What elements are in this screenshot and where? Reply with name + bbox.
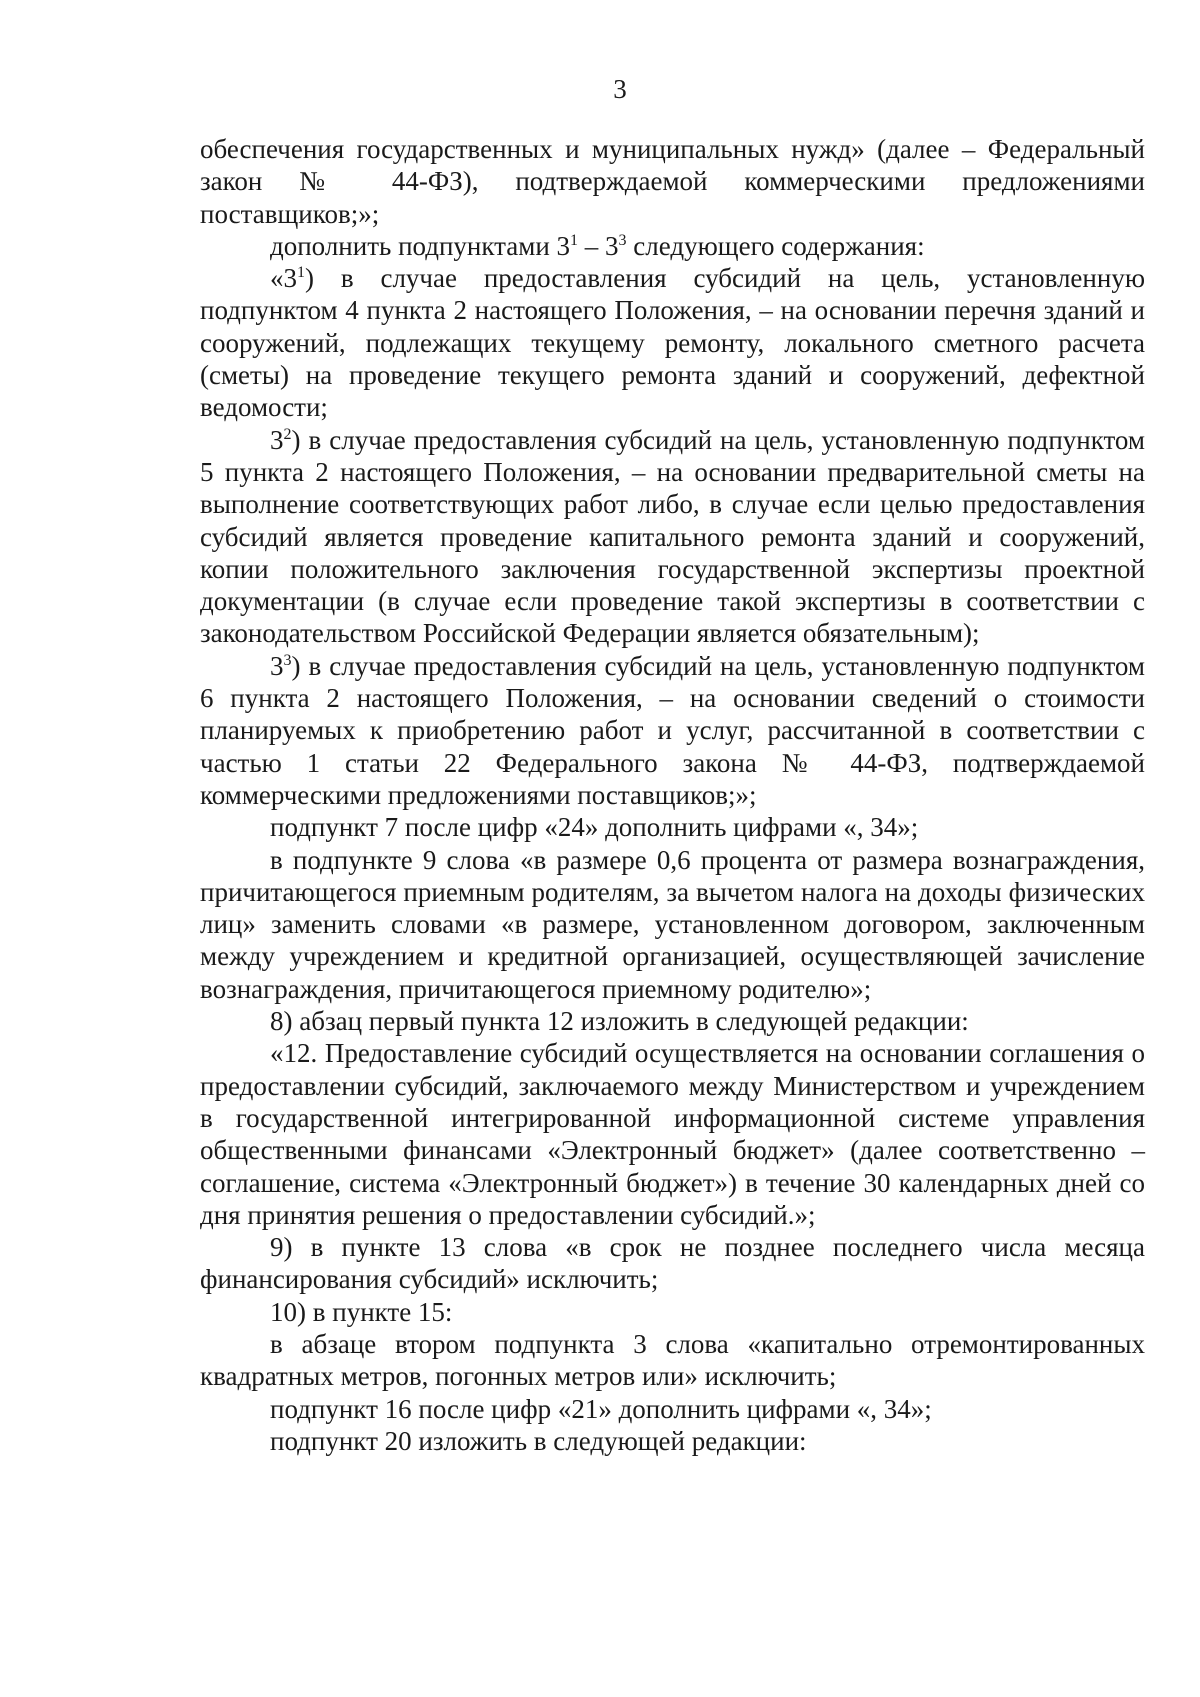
paragraph-p9: «12. Предоставление субсидий осуществляется на основании соглашения о предоставлении субсидий, заключаемого между Министерством и учреждением в государственной интегрированной информационной системе управления общественными финансами «Электронный бюджет» (далее соответственно – соглашение, система «Электронный бюджет») в течение 30 календарных дней со дня принятия решения о предоставлении субсидий.»; <box>200 1038 1145 1230</box>
text-run: ) в случае предоставления субсидий на цель, установленную подпунктом 6 пункта 2 настоящего Положения, – на основании сведений о стоимости планируемых к приобретению работ и услуг, рассчитанной в соответствии с частью 1 статьи 22 Федерального закона № 44-ФЗ, подтверждаемой коммерческими предложениями поставщиков;»; <box>200 650 1145 810</box>
text-run: ) в случае предоставления субсидий на цель, установленную подпунктом 4 пункта 2 настоящего Положения, – на основании перечня зданий и сооружений, подлежащих текущему ремонту, локального сметного расчета (сметы) на проведение текущего ремонта зданий и сооружений, дефектной ведомости; <box>200 263 1145 423</box>
paragraph-p8: 8) абзац первый пункта 12 изложить в следующей редакции: <box>270 1006 969 1037</box>
text-run: 3 <box>270 650 284 681</box>
paragraph-p7: в подпункте 9 слова «в размере 0,6 процента от размера вознаграждения, причитающегося приемным родителям, за вычетом налога на доходы физических лиц» заменить словами «в размере, установленном договором, заключенным между учреждением и кредитной организацией, осуществляющей зачисление вознаграждения, причитающегося приемному родителю»; <box>200 844 1145 1004</box>
text-run: следующего содержания: <box>626 230 925 261</box>
document-body <box>200 133 1145 1457</box>
paragraph-p10: 9) в пункте 13 слова «в срок не позднее последнего числа месяца финансирования субсидий» исключить; <box>200 1232 1145 1295</box>
text-run: ) в случае предоставления субсидий на цель, установленную подпунктом 5 пункта 2 настоящего Положения, – на основании предварительной сметы на выполнение соответствующих работ либо, в случае если целью предоставления субсидий является проведение капитального ремонта зданий и сооружений, копии положительного заключения государственной экспертизы проектной документации (в случае если проведение такой экспертизы в соответствии с законодательством Российской Федерации является обязательным); <box>200 424 1145 649</box>
paragraph-p14: подпункт 20 изложить в следующей редакции: <box>270 1425 807 1456</box>
text-run: дополнить подпунктами 3 <box>270 230 571 261</box>
paragraph-p2 <box>200 230 1145 262</box>
text-run: – 3 <box>578 230 619 261</box>
superscript: 3 <box>283 651 292 669</box>
text-run: «3 <box>270 263 297 294</box>
paragraph-p4 <box>200 424 1145 650</box>
paragraph-p6: подпункт 7 после цифр «24» дополнить цифрами «, 34»; <box>270 812 919 843</box>
superscript: 3 <box>618 231 627 249</box>
paragraph-p3 <box>200 262 1145 423</box>
text-run: 3 <box>270 424 284 455</box>
paragraph-p13: подпункт 16 после цифр «21» дополнить цифрами «, 34»; <box>270 1393 932 1424</box>
superscript: 2 <box>283 425 292 443</box>
paragraph-p1: обеспечения государственных и муниципальных нужд» (далее – Федеральный закон № 44-ФЗ), подтверждаемой коммерческими предложениями поставщиков;»; <box>200 134 1145 229</box>
paragraph-p5 <box>200 650 1145 811</box>
paragraph-p11: 10) в пункте 15: <box>270 1296 453 1327</box>
paragraph-p12: в абзаце втором подпункта 3 слова «капитально отремонтированных квадратных метров, погонных метров или» исключить; <box>200 1328 1145 1392</box>
superscript: 1 <box>297 264 305 282</box>
superscript: 1 <box>570 231 579 249</box>
page-number: 3 <box>613 74 627 104</box>
